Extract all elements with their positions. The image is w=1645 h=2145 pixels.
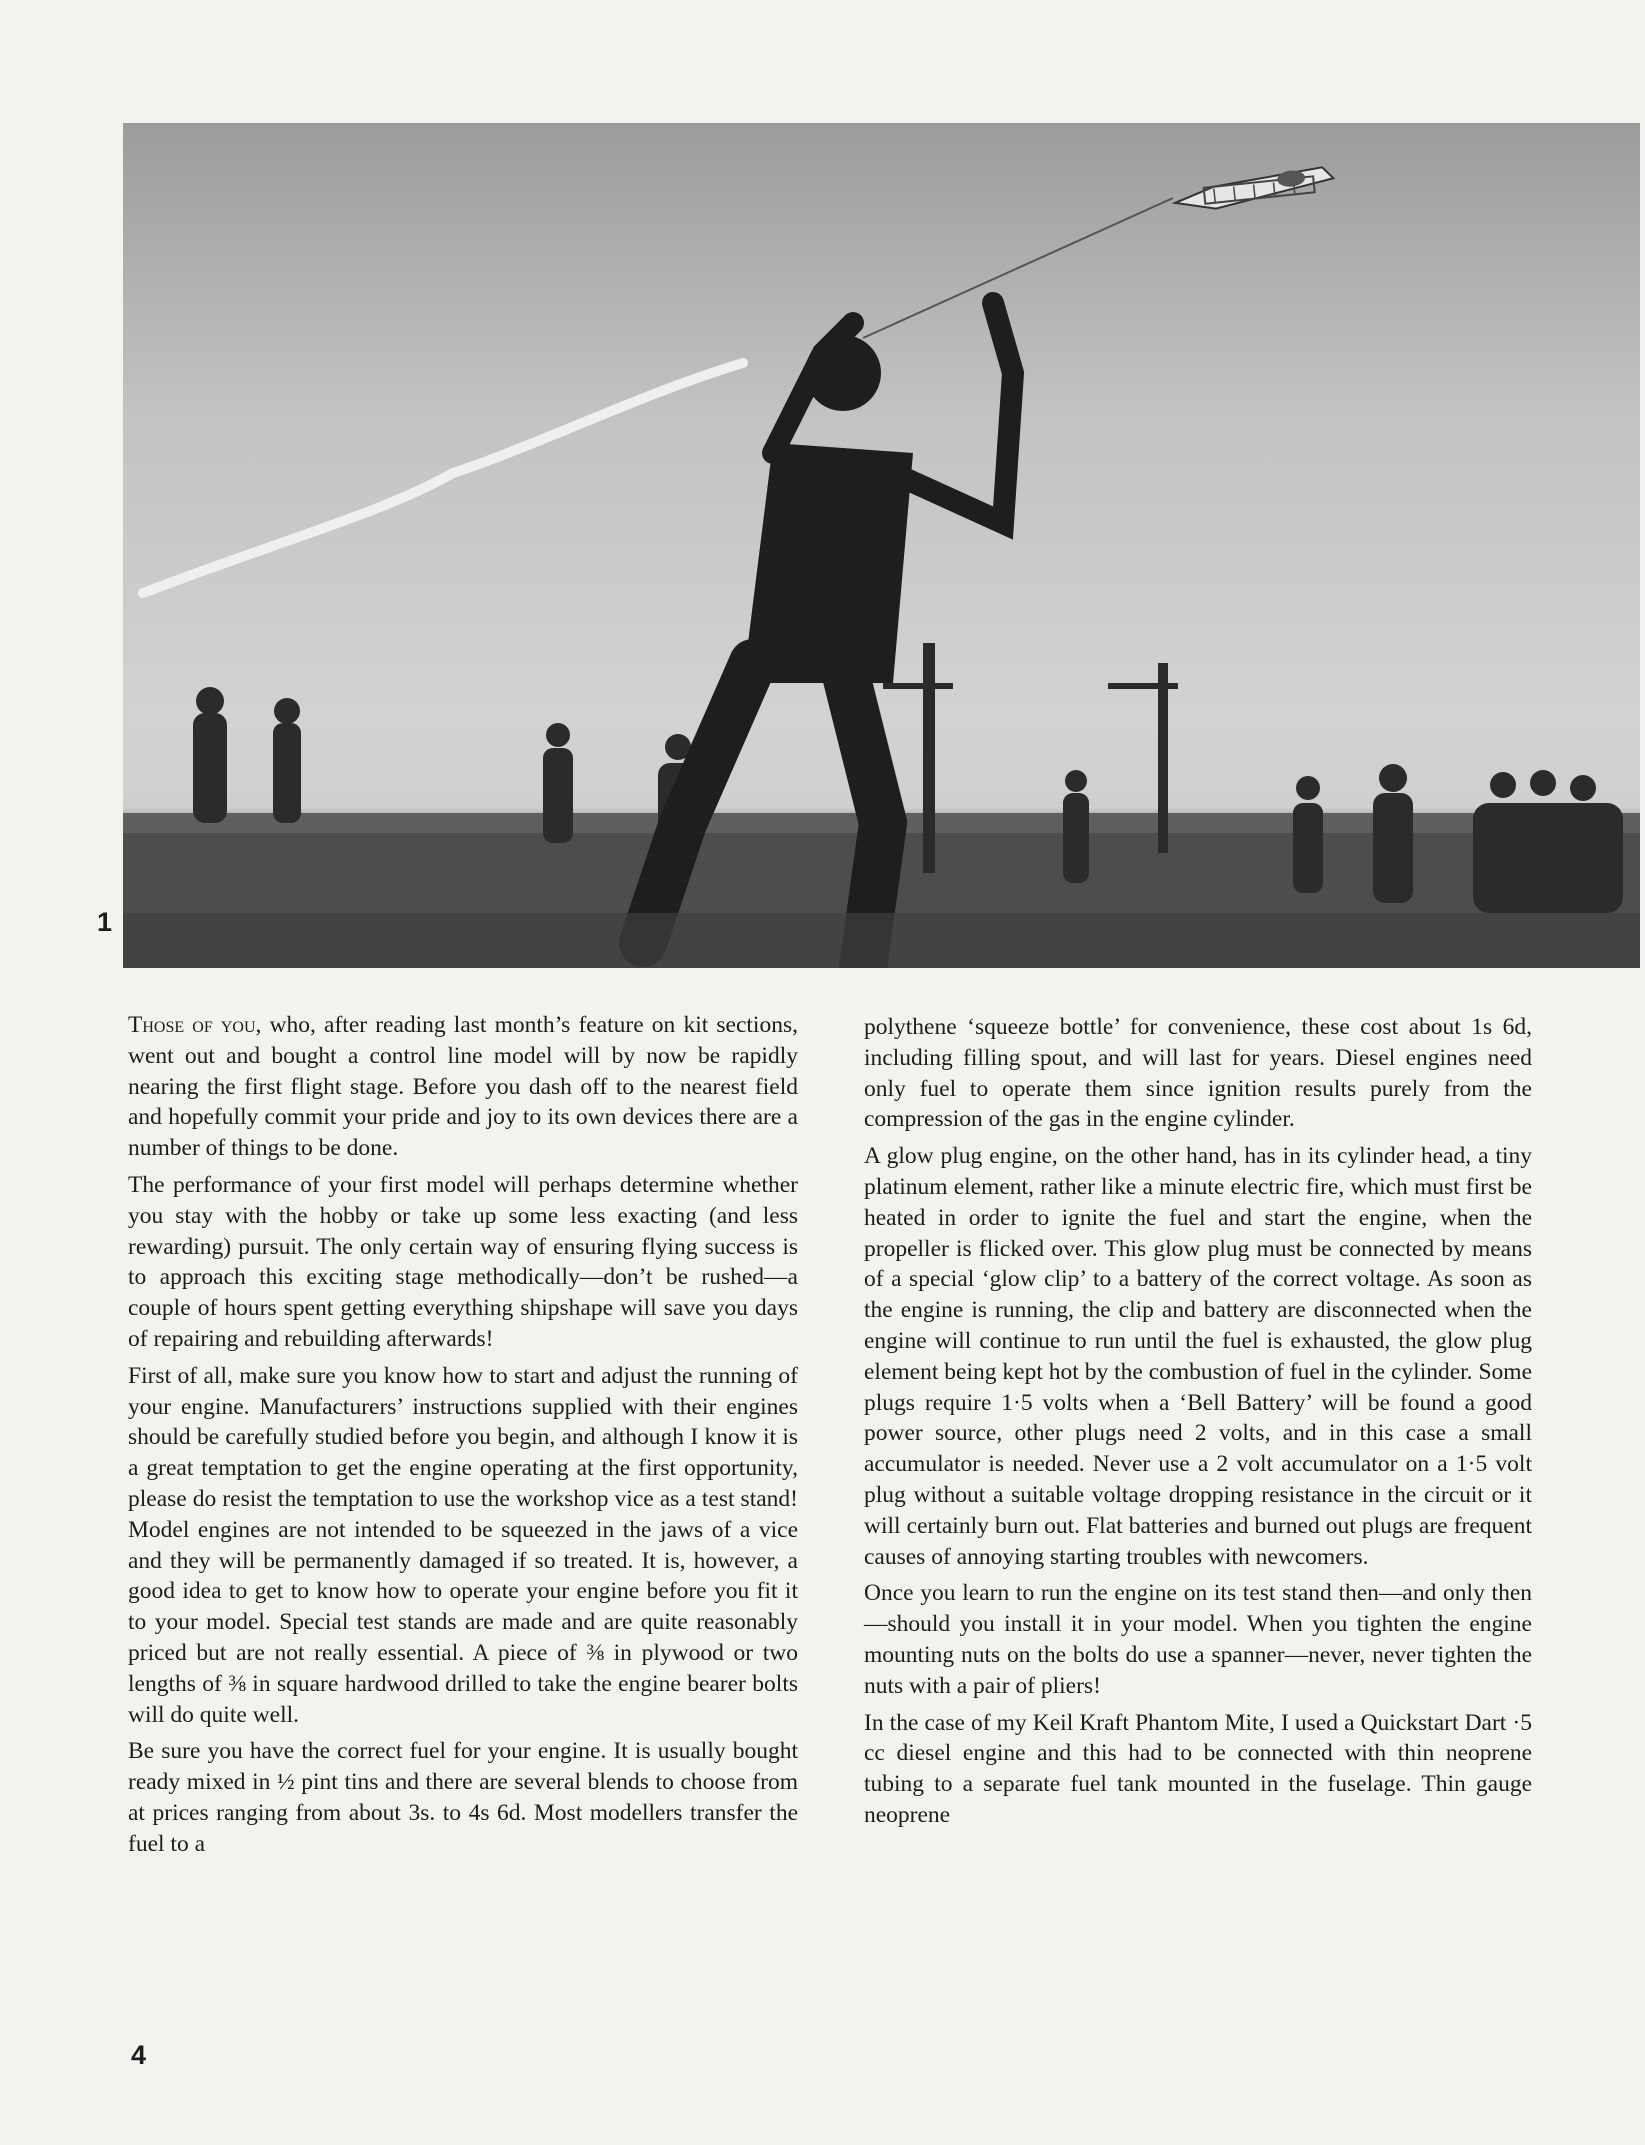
paragraph [128, 1010, 798, 1164]
paragraph: In the case of my Keil Kraft Phantom Mite, I used a Quickstart Dart ·5 cc diesel engine and this had to be connected with thin neoprene tubing to a separate fuel tank mounted in the fuselage. Thin gauge neoprene [864, 1709, 1532, 1828]
paragraph: Once you learn to run the engine on its test stand then—and only then—should you install it in your model. When you tighten the engine mounting nuts on the bolts do use a spanner—never, never tighten the nuts with a pair of pliers! [864, 1580, 1532, 1699]
paragraph: Be sure you have the correct fuel for your engine. It is usually bought ready mixed in ½ pint tins and there are several blends to choose from at prices ranging from about 3s. to 4s 6d. Most modellers transfer the fuel to a [128, 1738, 798, 1857]
paragraph: A glow plug engine, on the other hand, has in its cylinder head, a tiny platinum element, rather like a minute electric fire, which must first be heated in order to ignite the fuel and start the engine, when the propeller is flicked over. This glow plug must be connected by means of a special ‘glow clip’ to a battery of the correct voltage. As soon as the engine is running, the clip and battery are disconnected when the engine will continue to run until the fuel is exhausted, the glow plug element being kept hot by the combustion of fuel in the cylinder. Some plugs require 1·5 volts when a ‘Bell Battery’ will be found a good power source, other plugs need 2 volts, and in this case a small accumulator is needed. Never use a 2 volt accumulator on a 1·5 volt plug without a suitable voltage dropping resistance in the circuit or it will certainly burn out. Flat batteries and burned out plugs are frequent causes of annoying starting troubles with newcomers. [864, 1143, 1532, 1570]
article-right-column [864, 1012, 1532, 1837]
figure-number: 1 [97, 907, 113, 937]
paragraph-text: who, after reading last month’s feature on kit sections, went out and bought a control line model will by now be rapidly nearing the first flight stage. Before you dash off to the nearest field and hopefully commit your pride and joy to its own devices there are a number of things to be done. [128, 1012, 798, 1162]
page-number: 4 [131, 2040, 147, 2070]
article-left-column [128, 1010, 798, 1866]
paragraph: polythene ‘squeeze bottle’ for convenience, these cost about 1s 6d, including filling spout, and will last for years. Diesel engines need only fuel to operate them since ignition results purely from the compression of the gas in the engine cylinder. [864, 1014, 1532, 1133]
lead-in: Those of you, [128, 1012, 262, 1038]
photo-illustration [123, 123, 1640, 968]
paragraph: First of all, make sure you know how to start and adjust the running of your engine. Manufacturers’ instructions supplied with their engines should be carefully studied before you begin, and although I know it is a great temptation to get the engine operating at the first opportunity, please do resist the temptation to use the workshop vice as a test stand! Model engines are not intended to be squeezed in the jaws of a vice and they will be permanently damaged if so treated. It is, however, a good idea to get to know how to operate your engine before you fit it to your model. Special test stands are made and are quite reasonably priced but are not really essential. A piece of ⅜ in plywood or two lengths of ⅜ in square hardwood drilled to take the engine bearer bolts will do quite well. [128, 1362, 798, 1728]
paragraph: The performance of your first model will perhaps determine whether you stay with the hobby or take up some less exacting (and less rewarding) pursuit. The only certain way of ensuring flying success is to approach this exciting stage methodically—don’t be rushed—a couple of hours spent getting everything shipshape will save you days of repairing and rebuilding afterwards! [128, 1171, 798, 1352]
photo-control-line-flying [123, 123, 1640, 968]
